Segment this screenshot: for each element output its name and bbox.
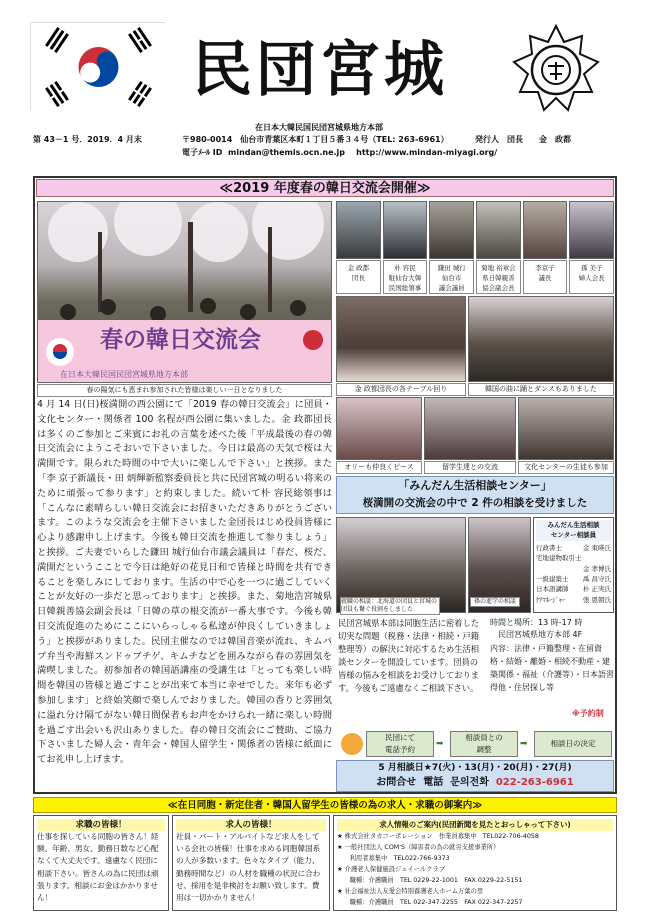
website-link[interactable]: http://www.mindan-miyagi.org/ bbox=[356, 148, 498, 157]
tables-photo bbox=[336, 296, 466, 382]
email-line bbox=[182, 147, 497, 159]
main-photo bbox=[37, 201, 332, 383]
staff-row bbox=[536, 595, 611, 605]
staff-row bbox=[536, 574, 611, 584]
step-box: 民団にて 電話予約 bbox=[366, 731, 434, 757]
banner-subtext: 在日本大韓民国民団宮城県地方本部 bbox=[60, 370, 188, 379]
job-listing: ★ 株式会社タカコーポレーション 作業員募集中 TEL022-706-4058 bbox=[337, 833, 539, 840]
staff-role: 宅地建物取引士 bbox=[536, 554, 582, 563]
mindan-emblem-icon bbox=[510, 22, 602, 114]
portrait-photo bbox=[336, 201, 381, 259]
portrait-labels bbox=[336, 260, 614, 294]
job-listing: ★ 社会福祉法人友愛会特別養護老人ホーム万葉の里 bbox=[337, 888, 484, 895]
students-caption: 留学生達との交流 bbox=[424, 461, 516, 474]
contact-phone-label: 電話 bbox=[423, 777, 444, 788]
staff-box bbox=[533, 517, 614, 613]
students-photo bbox=[424, 397, 516, 460]
consult-subtitle: 桜満開の交流会の中で 2 件の相談を受けました bbox=[362, 497, 588, 509]
staff-row bbox=[536, 553, 611, 563]
consult-photo-1-caption: 就職の相談：北海道の団員と宮城の団員も繋ぐ役割をしました bbox=[340, 597, 440, 615]
portrait-label: 李京子 議長 bbox=[523, 260, 568, 294]
consult-time-place: 時間と場所：13 時-17 時 民団宮城県地方本部 4F bbox=[490, 618, 583, 639]
contact-label: お問合せ bbox=[376, 777, 417, 788]
banner-text: 春の韓日交流会 bbox=[100, 327, 261, 353]
employers-text: 社員・パート・アルバイトなど求人をしている会社の皆様！仕事を求める同胞韓国系の人が多数います。色々なタイプ（能力、勤務時間など）の人材を職種の状況に合わせ、採用を是非検討をお願い致します。費用は一切かかりません！ bbox=[176, 832, 321, 903]
staff-role: 行政書士 bbox=[536, 543, 562, 552]
culture-photo bbox=[518, 397, 614, 460]
publisher: 発行人 団長 金 政都 bbox=[475, 135, 571, 144]
staff-name: 張 恩朝氏 bbox=[582, 595, 611, 604]
contact-line bbox=[337, 775, 613, 791]
staff-role: 一級建築士 bbox=[536, 575, 569, 584]
address: 〒980-0014 仙台市青葉区本町１丁目５番３４号（TEL: 263-6961） bbox=[182, 135, 449, 144]
step-box: 相談日の決定 bbox=[534, 731, 612, 757]
arrow-right-icon: ➡ bbox=[520, 739, 528, 749]
job-listing: ★ 介護老人保健施設ジェイールクラブ bbox=[337, 866, 446, 873]
job-listing: 職種：介護職員 TEL 0229-22-1001 FAX 0229-22-5151 bbox=[337, 877, 523, 884]
job-listing: ★ 一般社団法人 COM'S（障害者の為の就労支援事業所） bbox=[337, 844, 500, 851]
consult-title: 「みんだん生活相談センター」 bbox=[398, 479, 552, 492]
contact-phone[interactable]: 022-263-6961 bbox=[495, 777, 574, 788]
job-listings-title: 求人情報のご案内(民団新聞を見たとおっしゃって下さい) bbox=[337, 819, 613, 831]
seekers-box bbox=[33, 815, 169, 911]
staff-name: 朴 正実氏 bbox=[582, 585, 611, 594]
staff-role: ｹｱﾏﾈｰｼﾞｬｰ bbox=[536, 595, 566, 604]
portrait-photo bbox=[476, 201, 521, 259]
staff-row bbox=[536, 584, 611, 594]
employers-title: 求人の皆様！ bbox=[176, 819, 326, 831]
seekers-title: 求職の皆様！ bbox=[37, 819, 165, 831]
korean-flag-image bbox=[30, 22, 165, 110]
staff-name: 金 孝博氏 bbox=[582, 564, 611, 573]
staff-row bbox=[536, 543, 611, 553]
portrait-photo bbox=[383, 201, 428, 259]
job-listing: 利用者募集中 TEL022-766-9373 bbox=[337, 855, 450, 862]
job-listing: 職種：介護職員 TEL 022-347-2255 FAX 022-347-2257 bbox=[337, 899, 523, 906]
portrait-label: 朴 容民 駐仙台大韓 民国総領事 bbox=[383, 260, 428, 294]
staff-role: 日本語講師 bbox=[536, 585, 569, 594]
article-body: 4 月 14 日(日)桜満開の西公園にて「2019 春の韓日交流会」に団員・文化センター・関係者 100 名程が西公園に集いました。金 政都団長は多くのご参加とご来賓にお礼の言葉を述べた後「平成最後の春の韓日交流会にようこそおいで下さいました。今日は最高の天気で桜は大満開です。限られた時間の中で大いに楽しんで下さい」と挨拶。また「李 京子新議長・田 炳輝新監察委員長と共に民団宮城の明るい将来のために頑張って参ります」と約束しました。続いて朴 容民総領事は「こんなに素晴らしい韓日交流会にお招きいただきありがとうございます。このような交流会を主催下さいました金団長はじめ役員皆様に心より感謝申し上げます。今後も韓日交流を推進して参りましょう」と挨拶。ご夫妻でいらした鎌田 城行仙台市議会議員は「春だ、桜だ、満開だというこことで今日は絶好の花見日和で皆様と時間を共有できることを楽しみにしております。生活の中で心を一つに過ごしていくことが友好の一歩だと思っております」と挨拶。また、菊地浩宮城県日韓親善協会副会長は「日韓の草の根交流が一番大事です。今後も韓日交流促進のためにここにいらっしゃる私達が仲良くしていきましょう」と挨拶がありました。民団主催なのでは韓国音楽が流れ、キムパプ弁当や海鮮スンドゥブチゲ、キムチなどを囲みながら春の雰囲気を満喫しました。初参加者の韓国語講座の受講生は「とっても楽しい時間を韓国の皆様と過ごすことが出来て本当に幸せでした。来年も必ず参加します」と終始笑顔で楽しんでおりました。韓国の香りと雰囲気に溢れ分け隔てがない韓日間保者もお声をかけられ一緒に楽しい時間を過ごす出会いも沢山ありました。春の韓日交流会にご賛助、ご協力下さいました婦人会・青年会・韓国人留学生・関係者の皆様に紙面にてお礼申し上げます。 bbox=[37, 399, 332, 766]
consult-text: 民団宮城県本部は同胞生活に密着した切実な問題（税務・法律・相続・戸籍整理等）の解決に対応するため生活相談センターを開設しています。団員の皆様の悩みを相談をお受けしております。今後もご遠慮なくご相談下さい。 bbox=[338, 618, 480, 693]
job-listings-box bbox=[333, 815, 617, 911]
masthead-title: 民団宮城 bbox=[192, 35, 448, 105]
email-label: 電子ﾒｰﾙ ID bbox=[182, 148, 223, 157]
reservation-note: ※予約制 bbox=[572, 709, 604, 718]
dance-caption: 韓国の曲に踊とダンスもありました bbox=[468, 383, 614, 396]
step-box: 相談員との 調整 bbox=[450, 731, 518, 757]
dates-box bbox=[336, 760, 614, 792]
tables-caption: 金 政都団長の各テーブル回り bbox=[336, 383, 466, 396]
consult-dates: 5 月相談日★7(火)・13(月)・20(月)・27(月) bbox=[378, 763, 572, 773]
arrow-right-icon: ➡ bbox=[436, 739, 444, 749]
portrait-label: 孫 美子 婦人会長 bbox=[569, 260, 614, 294]
contact-korean: 문의전화 bbox=[450, 777, 489, 788]
portrait-label: 金 政都 団長 bbox=[336, 260, 381, 294]
jobs-band: ≪在日同胞・新定住者・韓国人留学生の皆様の為の求人・求職の御案内≫ bbox=[33, 797, 617, 813]
portrait-label: 菊地 裕章会 県日韓親善 協会副会長 bbox=[476, 260, 521, 294]
issue-number: 第 43－1 号．2019．4 月末 bbox=[33, 135, 142, 144]
staff-name: 金 東暎氏 bbox=[582, 543, 611, 552]
portrait-photo bbox=[569, 201, 614, 259]
dance-photo bbox=[468, 296, 614, 382]
portrait-photo bbox=[523, 201, 568, 259]
culture-caption: 文化センターの生徒も参加 bbox=[518, 461, 614, 474]
consult-content: 内容：法律・戸籍整理・在留資格・結婚・離婚・相続不動産・建築関係・福祉（介護等）・日本語習得他・住居探し等 bbox=[490, 644, 614, 692]
article-title: ≪2019 年度春の韓日交流会開催≫ bbox=[36, 179, 614, 197]
employers-box bbox=[172, 815, 330, 911]
staff-row bbox=[536, 564, 611, 574]
portrait-label: 鎌田 城行 仙台市 議会議員 bbox=[429, 260, 474, 294]
seekers-text: 仕事を探している同胞の皆さん！経験、年齢、男女、勤務日数など心配なくて大丈夫です。遠慮なく民団に相談下さい。皆さんの為に民団は頑張ります。相談にお金はかかりません！ bbox=[37, 832, 159, 903]
org-name: 在日本大韓民国民団宮城県地方本部 bbox=[255, 123, 383, 132]
email-link[interactable]: mindan@themis.ocn.ne.jp bbox=[227, 148, 346, 157]
portrait-strip bbox=[336, 201, 614, 259]
phone-person-icon bbox=[341, 733, 363, 755]
peace-photo bbox=[336, 397, 422, 460]
peace-caption: オリーも仲良くピース bbox=[336, 461, 422, 474]
staff-box-title: みんだん生活相談 センター相談員 bbox=[536, 520, 611, 541]
consult-photo-2-caption: 孫の進学の相談 bbox=[470, 597, 520, 607]
staff-name: 禹 昌守氏 bbox=[582, 575, 611, 584]
consult-header bbox=[336, 476, 614, 514]
portrait-photo bbox=[429, 201, 474, 259]
main-photo-caption: 春の陽気にも恵まれ参加された皆様は楽しい一日となりました bbox=[37, 384, 332, 397]
